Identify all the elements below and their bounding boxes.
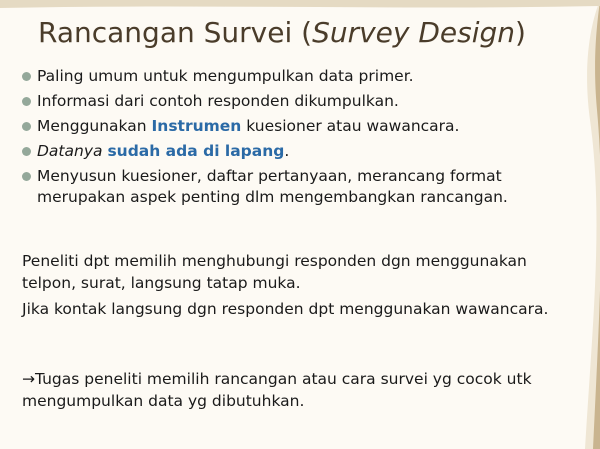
- bullet-text: Informasi dari contoh responden dikumpulkan.: [37, 92, 399, 110]
- bullet-dot-icon: [22, 147, 31, 156]
- bullet-dot-icon: [22, 122, 31, 131]
- paragraph-contact-methods: Peneliti dpt memilih menghubungi responden dgn menggunakan telpon, surat, langsung tatap muka.: [22, 252, 527, 292]
- bullet-text-after: .: [284, 142, 290, 160]
- bullet-list: [22, 66, 582, 212]
- bullet-text: Menyusun kuesioner, daftar pertanyaan, merancang format merupakan aspek penting dlm mengembangkan rancangan.: [37, 167, 508, 206]
- title-italic: Survey Design: [312, 16, 516, 49]
- bullet-dot-icon: [22, 172, 31, 181]
- bullet-item: [22, 116, 582, 137]
- bullet-dot-icon: [22, 72, 31, 81]
- title-close: ): [515, 16, 526, 49]
- bullet-item: [22, 166, 582, 208]
- bullet-keyword: sudah ada di lapang: [107, 142, 285, 160]
- bullet-text-after: kuesioner atau wawancara.: [241, 117, 460, 135]
- slide-title: [38, 16, 526, 49]
- title-main: Rancangan Survei (: [38, 16, 313, 49]
- bullet-dot-icon: [22, 97, 31, 106]
- bullet-text-italic: Datanya: [37, 142, 108, 160]
- bullet-text: Paling umum untuk mengumpulkan data primer.: [37, 67, 414, 85]
- bullet-text-before: Menggunakan: [37, 117, 152, 135]
- bullet-item: [22, 91, 582, 112]
- bullet-keyword: Instrumen: [151, 117, 242, 135]
- bullet-item: [22, 66, 582, 87]
- background-wave-top: [0, 0, 600, 8]
- paragraph-interview: Jika kontak langsung dgn responden dpt menggunakan wawancara.: [22, 300, 549, 318]
- paragraph-researcher-task: →Tugas peneliti memilih rancangan atau cara survei yg cocok utk mengumpulkan data yg dibutuhkan.: [22, 370, 532, 410]
- bullet-item: [22, 141, 582, 162]
